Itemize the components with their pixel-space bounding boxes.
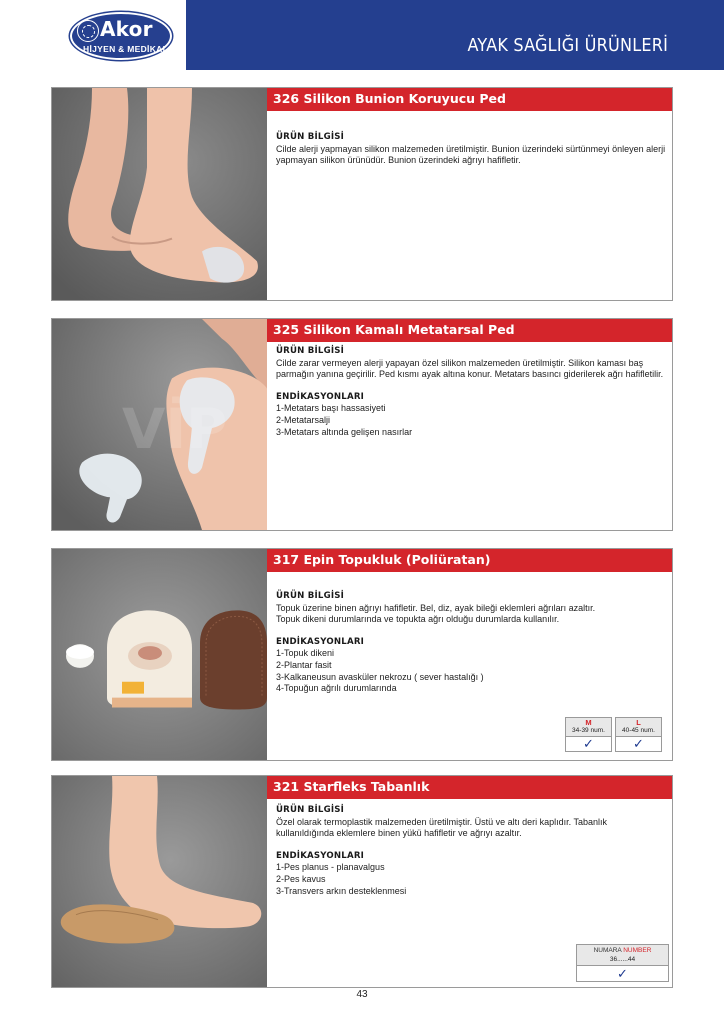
size-range: 40-45 num. bbox=[622, 727, 655, 734]
product-card-317 bbox=[51, 548, 673, 761]
brand-logo[interactable] bbox=[70, 12, 172, 60]
indication-item: 3-Kalkaneusun avasküler nekrozu ( sever hastalığı ) bbox=[276, 671, 484, 682]
size-option-m[interactable] bbox=[565, 717, 612, 752]
product-info-text: Cilde alerji yapmayan silikon malzemeden üretilmiştir. Bunion üzerindeki sürtünmeyi önleyen alerji yapmayan silikon ürünüdür. Bunion üzerindeki ağrıyı hafifletir. bbox=[276, 143, 666, 166]
product-info-text: Topuk dikeni durumlarında ve topukta ağrı olduğu durumlarda kullanılır. bbox=[276, 614, 560, 625]
indications-heading: ENDİKASYONLARI bbox=[276, 636, 365, 647]
indication-item: 1-Topuk dikeni bbox=[276, 648, 335, 659]
header-band bbox=[186, 0, 724, 70]
svg-text:VİP: VİP bbox=[122, 397, 228, 462]
brand-subtitle: HİJYEN & MEDİKAL bbox=[83, 44, 169, 54]
product-info-text: Cilde zarar vermeyen alerji yapayan özel silikon malzemeden üretilmiştir. Silikon kaması baş parmağın yanına geçirilir. Ped kısmı ayak altına konur. Metatars basıncı giderilerek ağrı hafifletilir. bbox=[276, 357, 664, 380]
product-card-321 bbox=[51, 775, 673, 988]
brand-name: Akor bbox=[100, 17, 153, 41]
indications-heading: ENDİKASYONLARI bbox=[276, 850, 365, 861]
product-title: 321 Starfleks Tabanlık bbox=[273, 779, 430, 794]
size-table bbox=[562, 717, 662, 752]
product-title-bar bbox=[267, 776, 672, 799]
insole-photo bbox=[52, 776, 267, 987]
size-option-l[interactable] bbox=[615, 717, 662, 752]
heel-cup-image bbox=[52, 549, 267, 760]
product-info-text: Özel olarak termoplastik malzemeden üretilmiştir. Üstü ve altı deri kaplıdır. Tabanlık kullanıldığında eklemlere binen yükü hafifletir ve ağrıyı azaltır. bbox=[276, 816, 607, 839]
product-title: 325 Silikon Kamalı Metatarsal Ped bbox=[273, 322, 515, 337]
product-title-bar bbox=[267, 549, 672, 572]
indication-item: 1-Pes planus - planavalgus bbox=[276, 862, 385, 873]
product-info-heading: ÜRÜN BİLGİSİ bbox=[276, 591, 345, 601]
bunion-pad-image bbox=[52, 88, 267, 300]
page-header bbox=[0, 0, 724, 70]
size-range: 34-39 num. bbox=[572, 727, 605, 734]
product-card-325 bbox=[51, 318, 673, 531]
product-info-heading: ÜRÜN BİLGİSİ bbox=[276, 132, 345, 142]
page-title: AYAK SAĞLIĞI ÜRÜNLERİ bbox=[467, 36, 668, 56]
metatarsal-pad-photo bbox=[52, 319, 267, 530]
checkmark-icon: ✓ bbox=[583, 736, 594, 751]
product-info-text: Topuk üzerine binen ağrıyı hafifletir. Bel, diz, ayak bileği eklemleri ağrıları azaltır. bbox=[276, 602, 596, 613]
number-range: 36......44 bbox=[609, 956, 636, 963]
indication-item: 2-Plantar fasit bbox=[276, 659, 332, 670]
product-title: 317 Epin Topukluk (Poliüratan) bbox=[273, 552, 491, 567]
indication-item: 2-Metatarsalji bbox=[276, 414, 331, 425]
product-title-bar bbox=[267, 319, 672, 342]
product-description bbox=[276, 132, 666, 167]
product-card-326 bbox=[51, 87, 673, 301]
indications-heading: ENDİKASYONLARI bbox=[276, 391, 365, 402]
product-description bbox=[276, 346, 666, 438]
logo-emblem-icon bbox=[77, 20, 99, 42]
indication-item: 4-Topuğun ağrılı durumlarında bbox=[276, 683, 397, 694]
indication-item: 3-Metatars altında gelişen nasırlar bbox=[276, 426, 413, 437]
number-label-en: NUMBER bbox=[623, 947, 652, 954]
indication-item: 2-Pes kavus bbox=[276, 873, 326, 884]
product-description bbox=[276, 805, 666, 897]
product-title-bar bbox=[267, 88, 672, 111]
number-size-box[interactable] bbox=[576, 944, 669, 982]
metatarsal-pad-image bbox=[52, 319, 267, 530]
indication-item: 3-Transvers arkın desteklenmesi bbox=[276, 885, 407, 896]
product-title: 326 Silikon Bunion Koruyucu Ped bbox=[273, 91, 506, 106]
checkmark-icon: ✓ bbox=[617, 966, 628, 981]
page-number: 43 bbox=[356, 989, 368, 1000]
bunion-pad-photo bbox=[52, 88, 267, 300]
size-letter: L bbox=[636, 718, 641, 727]
insole-image bbox=[52, 776, 267, 987]
checkmark-icon: ✓ bbox=[633, 736, 644, 751]
product-info-heading: ÜRÜN BİLGİSİ bbox=[276, 805, 345, 815]
number-label: NUMARA bbox=[593, 947, 622, 954]
indication-item: 1-Metatars başı hassasiyeti bbox=[276, 403, 386, 414]
heel-cup-photo bbox=[52, 549, 267, 760]
logo-zone bbox=[0, 0, 186, 70]
size-letter: M bbox=[585, 718, 592, 727]
product-description bbox=[276, 591, 666, 695]
product-info-heading: ÜRÜN BİLGİSİ bbox=[276, 346, 345, 356]
